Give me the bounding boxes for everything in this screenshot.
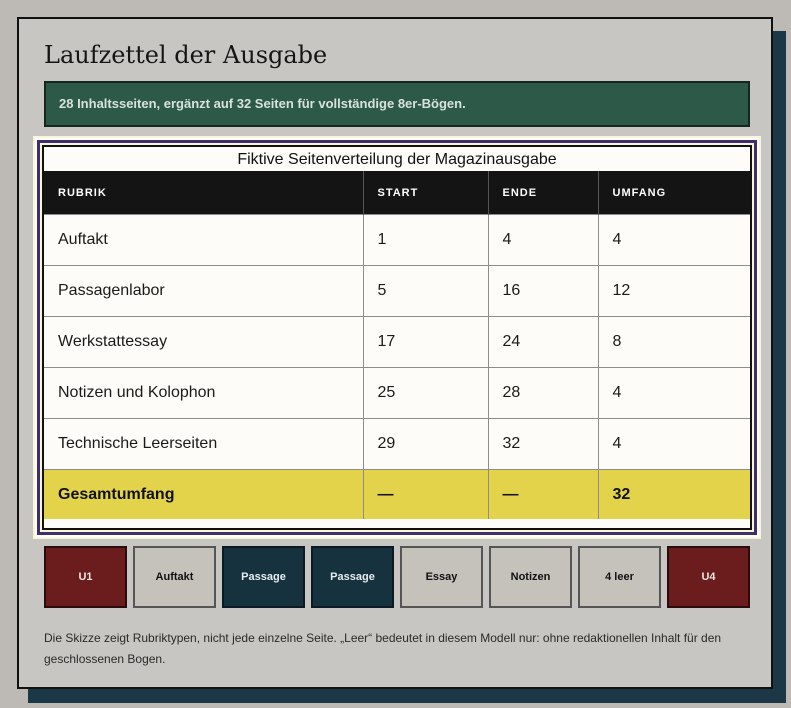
cell-umfang: 8 xyxy=(598,317,750,368)
tile-u1: U1 xyxy=(44,546,127,608)
cell-ende: 24 xyxy=(488,317,598,368)
table-row xyxy=(44,215,750,266)
tile-u4: U4 xyxy=(667,546,750,608)
cell-umfang: 12 xyxy=(598,266,750,317)
column-header-rubrik: RUBRIK xyxy=(44,171,363,215)
page-title: Laufzettel der Ausgabe xyxy=(44,41,328,69)
cell-umfang: 4 xyxy=(598,368,750,419)
total-row xyxy=(44,470,750,520)
page-distribution-table xyxy=(44,147,750,519)
table-row xyxy=(44,368,750,419)
table-row xyxy=(44,317,750,368)
cell-ende: 4 xyxy=(488,215,598,266)
cell-start: 17 xyxy=(363,317,488,368)
cell-rubrik: Passagenlabor xyxy=(44,266,363,317)
column-header-ende: ENDE xyxy=(488,171,598,215)
section-tile-strip xyxy=(44,546,752,608)
column-header-umfang: UMFANG xyxy=(598,171,750,215)
cell-start: 25 xyxy=(363,368,488,419)
cell-ende: 16 xyxy=(488,266,598,317)
cell-start: 5 xyxy=(363,266,488,317)
column-header-start: START xyxy=(363,171,488,215)
cell-ende: 28 xyxy=(488,368,598,419)
production-sheet-card xyxy=(17,17,773,689)
cell-umfang: 4 xyxy=(598,419,750,470)
cell-rubrik: Notizen und Kolophon xyxy=(44,368,363,419)
table-row xyxy=(44,419,750,470)
cell-rubrik: Technische Leerseiten xyxy=(44,419,363,470)
cell-rubrik: Auftakt xyxy=(44,215,363,266)
tile-auftakt: Auftakt xyxy=(133,546,216,608)
total-umfang: 32 xyxy=(598,470,750,520)
tile-passage: Passage xyxy=(222,546,305,608)
table-row xyxy=(44,266,750,317)
table-header-row xyxy=(44,171,750,215)
cell-start: 1 xyxy=(363,215,488,266)
total-start: — xyxy=(363,470,488,520)
tile-notizen: Notizen xyxy=(489,546,572,608)
table-caption: Fiktive Seitenverteilung der Magazinausgabe xyxy=(44,147,750,171)
table-frame xyxy=(33,136,761,539)
summary-banner: 28 Inhaltsseiten, ergänzt auf 32 Seiten für vollständige 8er-Bögen. xyxy=(44,81,750,127)
cell-umfang: 4 xyxy=(598,215,750,266)
cell-ende: 32 xyxy=(488,419,598,470)
tile-essay: Essay xyxy=(400,546,483,608)
footnote: Die Skizze zeigt Rubriktypen, nicht jede einzelne Seite. „Leer“ bedeutet in diesem Modell nur: ohne redaktionellen Inhalt für den geschlossenen Bogen. xyxy=(44,631,722,666)
tile-leer: 4 leer xyxy=(578,546,661,608)
cell-rubrik: Werkstattessay xyxy=(44,317,363,368)
total-ende: — xyxy=(488,470,598,520)
cell-start: 29 xyxy=(363,419,488,470)
total-label: Gesamtumfang xyxy=(44,470,363,520)
tile-passage: Passage xyxy=(311,546,394,608)
